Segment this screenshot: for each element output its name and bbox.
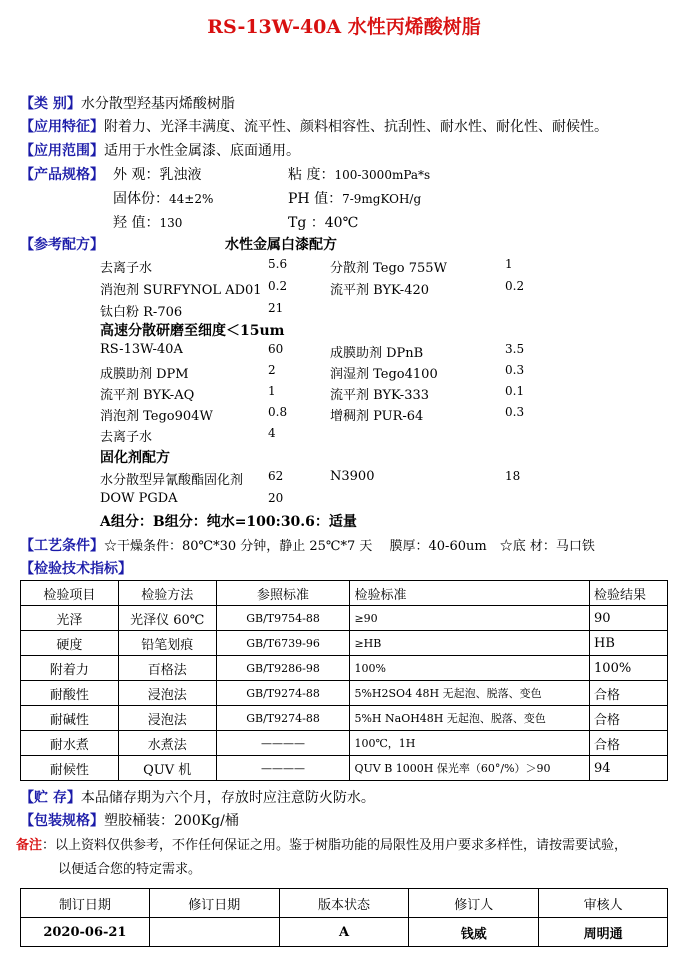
formula-amount: 1 <box>268 384 276 398</box>
formula-heading: 水性金属白漆配方 <box>225 237 337 253</box>
formula-ingredient: 流平剂 BYK-AQ <box>100 388 195 403</box>
testing-row <box>21 606 668 631</box>
formula-ingredient: 消泡剂 Tego904W <box>100 409 213 424</box>
category-label: 【类 别】 <box>20 96 81 112</box>
testing-cell: ≥90 <box>350 606 590 631</box>
revision-cell: 审核人 <box>539 889 668 918</box>
formula-amount: 0.1 <box>505 384 525 398</box>
testing-cell: 100% <box>350 656 590 681</box>
process-value: ☆干燥条件：80℃*30 分钟，静止 25℃*7 天 膜厚：40-60um ☆底 材：马口铁 <box>104 539 595 554</box>
note-label: 备注 <box>16 838 43 853</box>
scope-label: 【应用范围】 <box>20 143 104 159</box>
testing-row <box>21 656 668 681</box>
storage-value: 本品储存期为六个月，存放时应注意防火防水。 <box>80 790 375 806</box>
packaging-label: 【包装规格】 <box>20 813 104 829</box>
formula-amount: 0.2 <box>505 279 525 293</box>
testing-header-cell: 检验项目 <box>21 581 119 606</box>
testing-cell: 100% <box>590 656 668 681</box>
revision-cell: 修订人 <box>409 889 539 918</box>
formula-amount: 0.3 <box>505 405 525 419</box>
note-text: ：以上资料仅供参考，不作任何保证之用。鉴于树脂功能的局限性及用户要求多样性，请按需要试验， <box>42 838 628 853</box>
spec-tg: Tg ：40℃ <box>288 215 359 231</box>
testing-row <box>21 731 668 756</box>
spec-hydroxyl: 羟 值：130 <box>113 215 183 231</box>
spec-solids: 固体份：44±2% <box>113 191 214 207</box>
testing-cell: 铅笔划痕 <box>118 631 216 656</box>
formula-ingredient: 去离子水 <box>100 261 153 276</box>
testing-cell: 浸泡法 <box>118 681 216 706</box>
note-line <box>16 834 627 853</box>
formula-amount: 60 <box>268 342 284 356</box>
formula-amount: 0.3 <box>505 363 525 377</box>
page-title: RS-13W-40A 水性丙烯酸树脂 <box>207 16 481 38</box>
testing-cell: ———— <box>216 756 350 781</box>
testing-cell: GB/T9274-88 <box>216 681 350 706</box>
revision-header-row <box>21 889 668 918</box>
testing-cell: GB/T9754-88 <box>216 606 350 631</box>
testing-cell: GB/T9286-98 <box>216 656 350 681</box>
spec-viscosity: 粘 度：100-3000mPa*s <box>288 167 431 183</box>
spec-appearance: 外 观：乳浊液 <box>113 167 202 183</box>
note-text-2: 以便适合您的特定需求。 <box>58 862 202 877</box>
formula-label: 【参考配方】 <box>20 237 104 253</box>
formula-ingredient: DOW PGDA <box>100 491 178 506</box>
revision-cell: 版本状态 <box>279 889 409 918</box>
formula-ingredient: 增稠剂 PUR-64 <box>330 409 424 424</box>
formula-amount: 0.8 <box>268 405 288 419</box>
formula-ingredient: 成膜助剂 DPnB <box>330 346 424 361</box>
testing-table <box>20 580 668 781</box>
scope-line <box>20 140 300 160</box>
testing-cell: ≥HB <box>350 631 590 656</box>
spec-ph: PH 值：7-9mgKOH/g <box>288 191 422 207</box>
testing-cell: 光泽仪 60℃ <box>118 606 216 631</box>
testing-label: 【检验技术指标】 <box>20 561 132 577</box>
formula-amount: 21 <box>268 301 284 315</box>
formula-ingredient: 分散剂 Tego 755W <box>330 261 447 276</box>
formula-amount: 4 <box>268 426 276 440</box>
testing-row <box>21 756 668 781</box>
testing-cell: 硬度 <box>21 631 119 656</box>
packaging-value: 塑胶桶装：200Kg/桶 <box>104 813 239 829</box>
testing-cell: 耐水煮 <box>21 731 119 756</box>
testing-cell: 5%H NaOH48H 无起泡、脱落、变色 <box>350 706 590 731</box>
testing-cell: 合格 <box>590 731 668 756</box>
testing-cell: 合格 <box>590 681 668 706</box>
testing-row <box>21 681 668 706</box>
category-line <box>20 93 235 113</box>
packaging-line <box>20 810 239 830</box>
features-line <box>20 116 608 136</box>
formula-amount: 1 <box>505 257 513 271</box>
testing-cell: 百格法 <box>118 656 216 681</box>
testing-cell: QUV 机 <box>118 756 216 781</box>
testing-cell: 耐酸性 <box>21 681 119 706</box>
testing-cell: ———— <box>216 731 350 756</box>
formula-amount: 3.5 <box>505 342 525 356</box>
formula-amount: 0.2 <box>268 279 288 293</box>
testing-cell: 水煮法 <box>118 731 216 756</box>
revision-cell: 周明通 <box>539 918 668 947</box>
storage-label: 【贮 存】 <box>20 790 81 806</box>
revision-cell: 2020-06-21 <box>21 918 150 947</box>
testing-cell: QUV B 1000H 保光率（60°/%）＞90 <box>350 756 590 781</box>
formula-amount: 20 <box>268 491 284 505</box>
testing-header-cell: 检验方法 <box>118 581 216 606</box>
revision-cell: A <box>279 918 409 947</box>
formula-ingredient: 成膜助剂 DPM <box>100 367 189 382</box>
testing-cell: 浸泡法 <box>118 706 216 731</box>
formula-ingredient: N3900 <box>330 469 375 484</box>
revision-cell <box>149 918 279 947</box>
formula-ingredient: 钛白粉 R-706 <box>100 305 183 320</box>
testing-cell: 光泽 <box>21 606 119 631</box>
formula-amount: 18 <box>505 469 521 483</box>
revision-cell: 修订日期 <box>149 889 279 918</box>
formula-ingredient: 润湿剂 Tego4100 <box>330 367 438 382</box>
specs-label: 【产品规格】 <box>20 167 104 183</box>
formula-amount: 62 <box>268 469 284 483</box>
testing-header-cell: 检验结果 <box>590 581 668 606</box>
testing-cell: 100℃，1H <box>350 731 590 756</box>
formula-ingredient: 流平剂 BYK-420 <box>330 283 430 298</box>
revision-cell: 钱威 <box>409 918 539 947</box>
process-label: 【工艺条件】 <box>20 538 104 554</box>
testing-cell: 附着力 <box>21 656 119 681</box>
formula-amount: 5.6 <box>268 257 288 271</box>
revision-cell: 制订日期 <box>21 889 150 918</box>
testing-row <box>21 631 668 656</box>
scope-value: 适用于水性金属漆、底面通用。 <box>104 143 300 159</box>
testing-header-cell: 检验标准 <box>350 581 590 606</box>
features-value: 附着力、光泽丰满度、流平性、颜料相容性、抗刮性、耐水性、耐化性、耐候性。 <box>104 119 608 135</box>
grind-note: 高速分散研磨至细度＜15um <box>100 323 285 339</box>
testing-cell: 耐候性 <box>21 756 119 781</box>
testing-cell: 耐碱性 <box>21 706 119 731</box>
formula-ingredient: 流平剂 BYK-333 <box>330 388 430 403</box>
revision-value-row <box>21 918 668 947</box>
testing-cell: GB/T6739-96 <box>216 631 350 656</box>
formula-ingredient: 水分散型异氰酸酯固化剂 <box>100 473 244 488</box>
testing-header-cell: 参照标准 <box>216 581 350 606</box>
testing-cell: 合格 <box>590 706 668 731</box>
formula-ingredient: RS-13W-40A <box>100 342 183 357</box>
curing-heading: 固化剂配方 <box>100 450 170 466</box>
mix-ratio: A组分：B组分：纯水=100:30.6：适量 <box>100 514 357 530</box>
formula-ingredient: 消泡剂 SURFYNOL AD01 <box>100 283 262 298</box>
revision-table <box>20 888 668 947</box>
testing-cell: 94 <box>590 756 668 781</box>
testing-cell: 5%H2SO4 48H 无起泡、脱落、变色 <box>350 681 590 706</box>
formula-amount: 2 <box>268 363 276 377</box>
testing-row <box>21 706 668 731</box>
testing-cell: GB/T9274-88 <box>216 706 350 731</box>
process-line <box>20 535 595 555</box>
testing-cell: 90 <box>590 606 668 631</box>
category-value: 水分散型羟基丙烯酸树脂 <box>80 96 235 112</box>
testing-header-row <box>21 581 668 606</box>
storage-line <box>20 787 375 807</box>
features-label: 【应用特征】 <box>20 119 104 135</box>
testing-cell: HB <box>590 631 668 656</box>
formula-ingredient: 去离子水 <box>100 430 153 445</box>
